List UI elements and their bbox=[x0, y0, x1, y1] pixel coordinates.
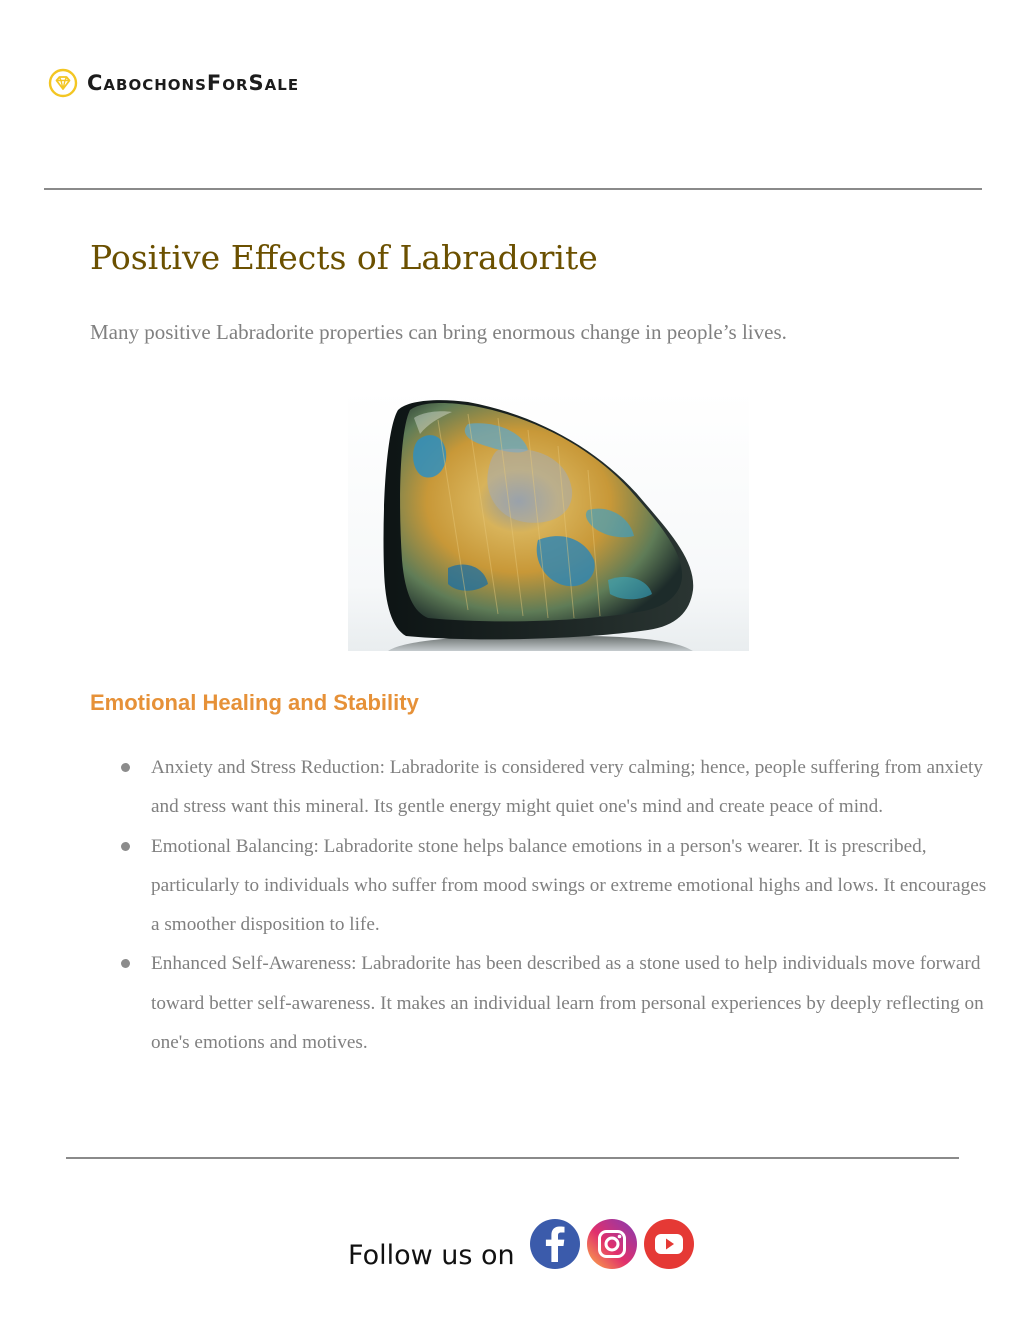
list-item bbox=[118, 944, 988, 1062]
footer-divider bbox=[66, 1157, 959, 1159]
bullet-list bbox=[118, 748, 988, 1062]
list-item-text: Emotional Balancing: Labradorite stone helps balance emotions in a person's wearer. It is prescribed, particularly to individuals who suffer from mood swings or extreme emotional highs and lows. It encourages a smoother disposition to life. bbox=[151, 835, 987, 936]
section-heading: Emotional Healing and Stability bbox=[90, 690, 419, 715]
follow-us-label: Follow us on bbox=[348, 1240, 515, 1271]
list-item bbox=[118, 748, 988, 827]
facebook-icon[interactable] bbox=[529, 1218, 581, 1270]
header-divider bbox=[44, 188, 982, 190]
list-item bbox=[118, 827, 988, 945]
brand-logo[interactable] bbox=[48, 66, 299, 100]
intro-paragraph: Many positive Labradorite properties can bring enormous change in people’s lives. bbox=[90, 320, 787, 344]
brand-name: CabochonsForSale bbox=[87, 71, 300, 95]
list-item-text: Anxiety and Stress Reduction: Labradorite is considered very calming; hence, people suffering from anxiety and stress want this mineral. Its gentle energy might quiet one's mind and create peace of mind. bbox=[151, 757, 983, 818]
gem-icon bbox=[48, 68, 78, 98]
list-item-text: Enhanced Self-Awareness: Labradorite has been described as a stone used to help individuals move forward toward better self-awareness. It makes an individual learn from personal experiences by deeply reflecting on one's emotions and motives. bbox=[151, 953, 984, 1054]
bullet-dot bbox=[121, 959, 130, 968]
youtube-icon[interactable] bbox=[643, 1218, 695, 1270]
labradorite-stone-image bbox=[348, 390, 749, 651]
instagram-icon[interactable] bbox=[586, 1218, 638, 1270]
bullet-dot bbox=[121, 763, 130, 772]
page-title: Positive Effects of Labradorite bbox=[90, 238, 598, 277]
bullet-dot bbox=[121, 842, 130, 851]
